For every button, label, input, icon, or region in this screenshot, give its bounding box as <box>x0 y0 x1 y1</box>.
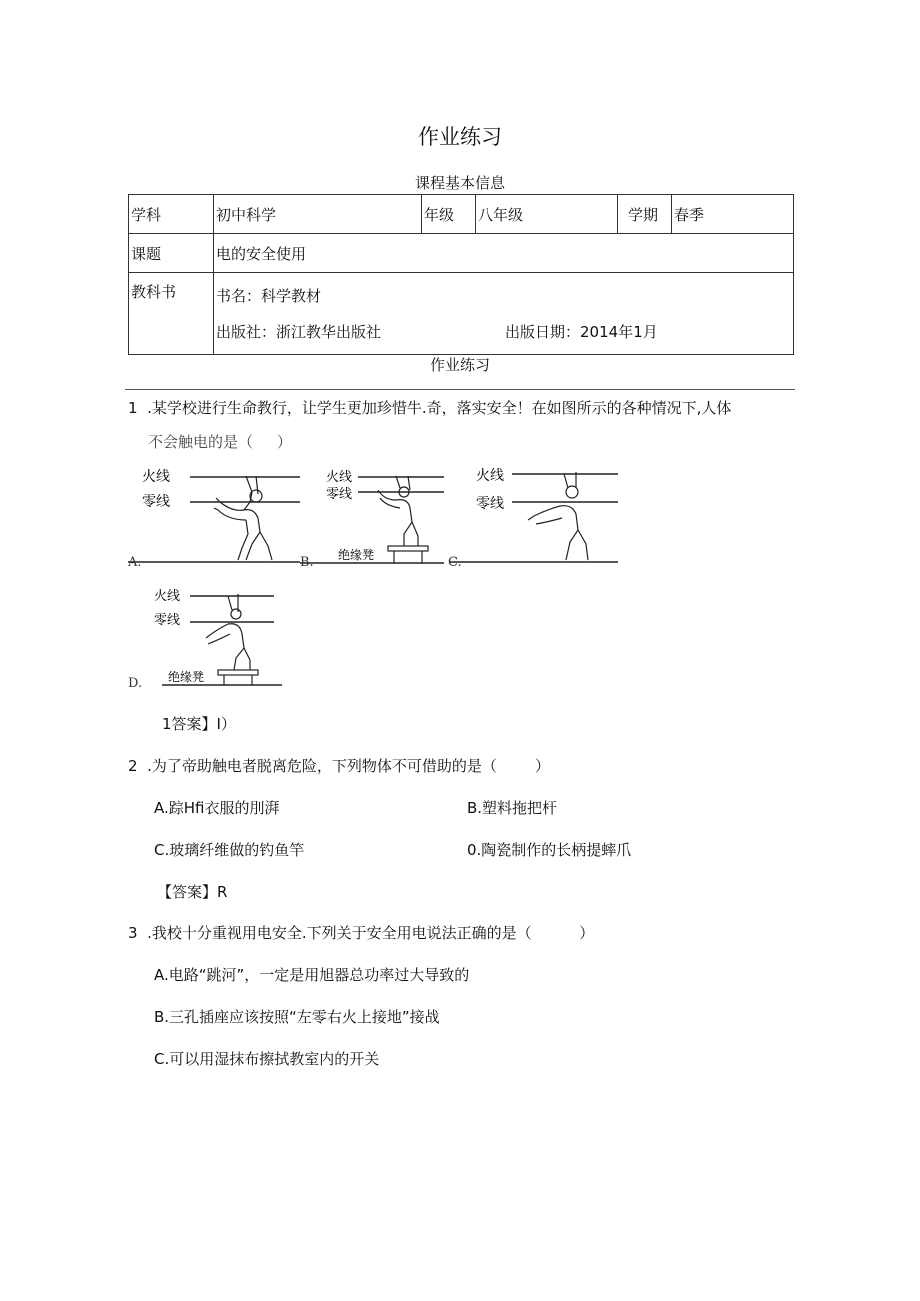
subject-label: 学科 <box>129 195 214 234</box>
term-value: 春季 <box>672 195 794 234</box>
q1-answer: 1答案】I） <box>162 715 236 733</box>
fig-b-live-label: 火线 <box>326 469 353 484</box>
textbook-label: 教科书 <box>129 273 214 355</box>
q2-answer: 【答案】R <box>157 883 228 901</box>
q1-figure-d <box>128 582 288 694</box>
fig-a-neutral-label: 零线 <box>142 493 170 509</box>
book-name: 书名：科学教材 <box>216 286 322 305</box>
q1-stem-continued: 不会触电的是（ ） <box>148 433 292 451</box>
fig-d-neutral-label: 零线 <box>154 612 181 627</box>
topic-value: 电的安全使用 <box>214 234 794 273</box>
fig-b-neutral-label: 零线 <box>326 486 353 501</box>
q1-option-c-letter: C. <box>448 555 462 570</box>
section-divider <box>125 389 795 390</box>
grade-label: 年级 <box>422 195 476 234</box>
q3-option-c: C.可以用湿抹布擦拭教室内的开关 <box>154 1050 380 1068</box>
fig-b-stool-label: 绝缘凳 <box>338 548 375 562</box>
exercise-heading: 作业练习 <box>429 356 490 374</box>
q2-option-d: 0.陶瓷制作的长柄提蟀爪 <box>467 841 632 859</box>
publisher-line <box>216 314 793 350</box>
q2-option-c: C.玻璃纤维做的钓鱼竿 <box>154 841 305 859</box>
q2-option-b: B.塑料拖把杆 <box>467 799 558 817</box>
publisher: 出版社：浙江教华出版社 <box>216 322 382 341</box>
q3-option-b: B.三孔插座应该按照“左零右火上接地”接战 <box>154 1008 440 1026</box>
info-heading: 课程基本信息 <box>414 174 505 192</box>
fig-c-neutral-label: 零线 <box>476 495 504 511</box>
q3-option-a: A.电路“跳河”，一定是用旭器总功率过大导致的 <box>154 966 470 984</box>
term-label: 学期 <box>618 195 672 234</box>
fig-a-live-label: 火线 <box>142 468 170 484</box>
course-info-table <box>128 194 794 355</box>
fig-c-live-label: 火线 <box>476 467 504 483</box>
q1-option-a-letter: A. <box>128 555 142 570</box>
document-title: 作业练习 <box>418 125 502 149</box>
topic-label: 课题 <box>129 234 214 273</box>
q1-stem: 1 .某学校进行生命教行，让学生更加珍惜牛.奇，落实安全！在如图所示的各种情况下,人体 <box>128 399 732 417</box>
fig-d-stool-label: 绝缘凳 <box>168 670 205 684</box>
grade-value: 八年级 <box>476 195 618 234</box>
fig-d-live-label: 火线 <box>154 588 181 603</box>
q1-option-b-letter: B. <box>300 555 314 570</box>
q3-stem: 3 .我校十分重视用电安全.下列关于安全用电说法正确的是（ ） <box>128 924 595 942</box>
q1-figure-a <box>128 462 318 574</box>
q2-stem: 2 .为了帝助触电者脱离危险，下列物体不可借助的是（ ） <box>128 757 550 775</box>
publish-date: 出版日期：2014年1月 <box>505 322 658 341</box>
q1-figure-b <box>300 462 460 574</box>
textbook-value <box>214 273 794 355</box>
subject-value: 初中科学 <box>214 195 422 234</box>
q1-figure-c <box>450 462 626 574</box>
q2-option-a: A.踪Hfi衣服的刖湃 <box>154 799 280 817</box>
q1-option-d-letter: D. <box>128 676 143 691</box>
